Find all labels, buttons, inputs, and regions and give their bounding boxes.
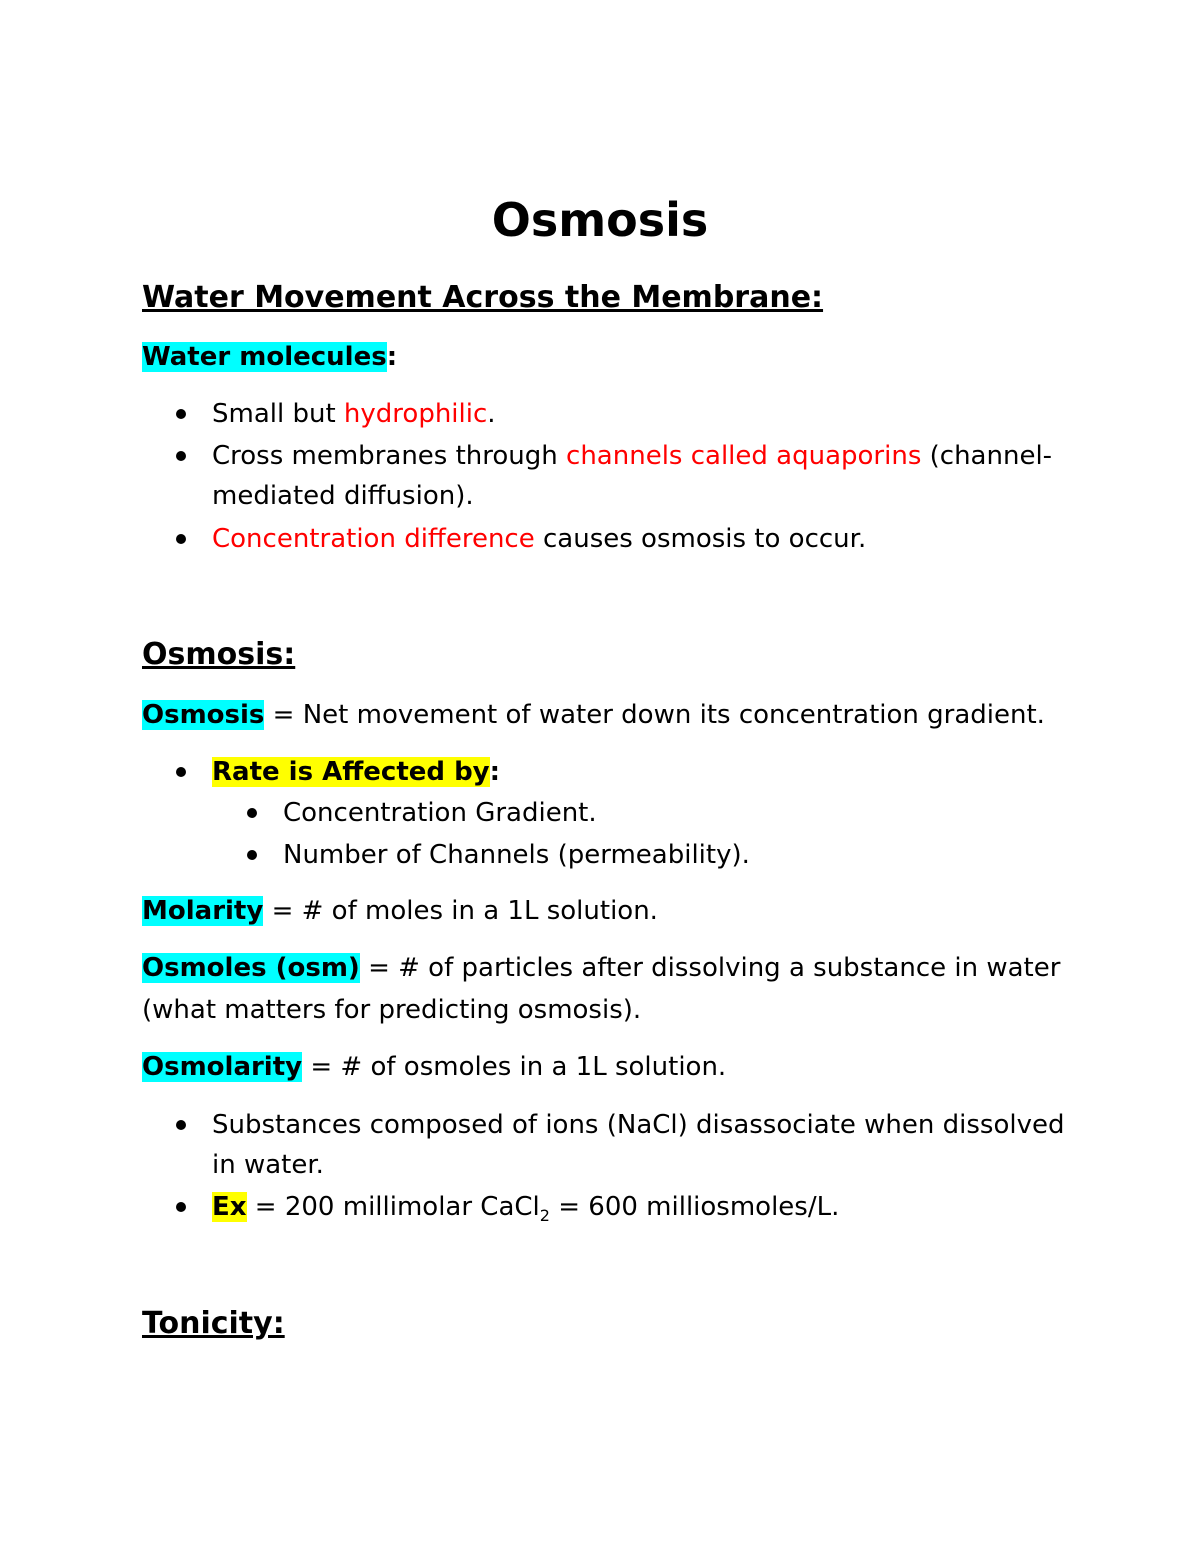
osmolarity-definition: Osmolarity = # of osmoles in a 1L solution. <box>142 1052 727 1082</box>
list-item: Ex = 200 millimolar CaCl$_2$ = 600 milliosmoles/L. <box>212 1192 840 1226</box>
term-osmosis: Osmosis <box>142 700 265 730</box>
bullet-icon <box>176 1120 186 1130</box>
term-osmoles: Osmoles (osm) <box>142 953 360 983</box>
sub-list-item: Concentration Gradient. <box>283 798 597 828</box>
bullet-icon <box>176 1202 186 1212</box>
heading-water-movement: Water Movement Across the Membrane: <box>142 280 824 315</box>
term-molarity: Molarity <box>142 896 264 926</box>
osmosis-definition: Osmosis = Net movement of water down its concentration gradient. <box>142 700 1045 730</box>
list-item-continuation: in water. <box>212 1150 324 1180</box>
term-osmolarity: Osmolarity <box>142 1052 303 1082</box>
sub-list-item: Number of Channels (permeability). <box>283 840 750 870</box>
list-item: Concentration difference causes osmosis to occur. <box>212 524 867 554</box>
list-item: Small but hydrophilic. <box>212 399 496 429</box>
heading-osmosis: Osmosis: <box>142 637 296 672</box>
term-ex: Ex <box>212 1192 247 1222</box>
bullet-icon <box>247 850 257 860</box>
list-item: Substances composed of ions (NaCl) disassociate when dissolved <box>212 1110 1065 1140</box>
list-item: Rate is Affected by: <box>212 757 501 787</box>
term-rate-affected: Rate is Affected by <box>212 757 490 787</box>
bullet-icon <box>247 808 257 818</box>
list-item: Cross membranes through channels called aquaporins (channel- <box>212 441 1053 471</box>
bullet-icon <box>176 451 186 461</box>
heading-tonicity: Tonicity: <box>142 1306 285 1341</box>
list-item-continuation: mediated diffusion). <box>212 481 474 511</box>
osmoles-definition: Osmoles (osm) = # of particles after dissolving a substance in water <box>142 953 1061 983</box>
page-title: Osmosis <box>491 193 709 247</box>
bullet-icon <box>176 767 186 777</box>
term-water-molecules: Water molecules <box>142 342 387 372</box>
molarity-definition: Molarity = # of moles in a 1L solution. <box>142 896 658 926</box>
osmoles-definition-cont: (what matters for predicting osmosis). <box>142 995 642 1025</box>
bullet-icon <box>176 409 186 419</box>
bullet-icon <box>176 534 186 544</box>
water-molecules-line: Water molecules: <box>142 342 398 372</box>
